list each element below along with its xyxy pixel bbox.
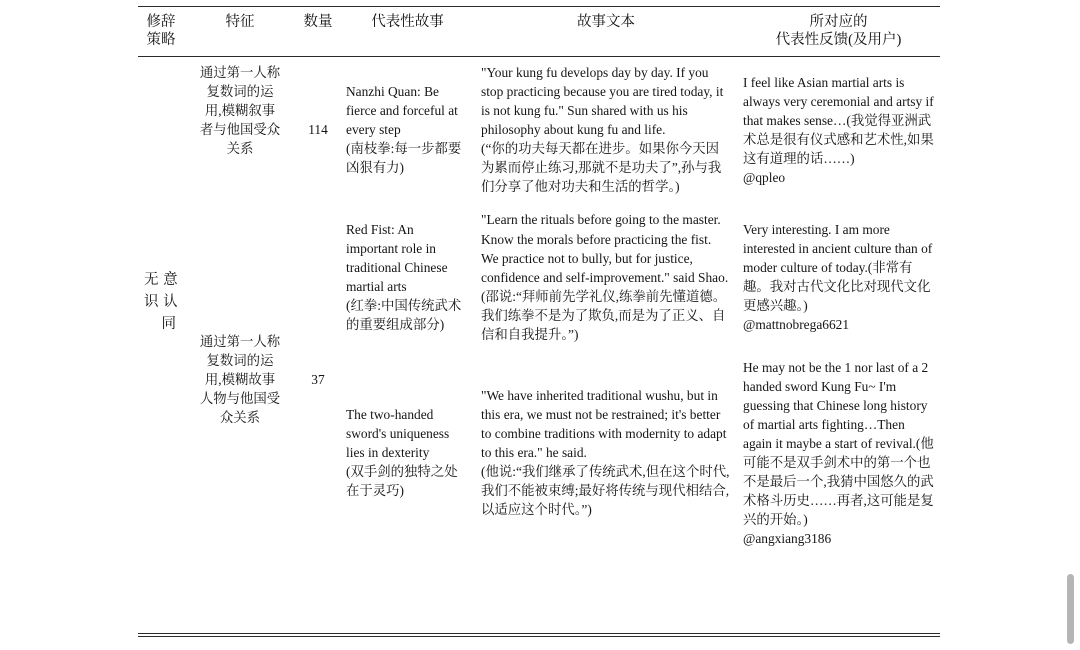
table-row: [138, 204, 940, 351]
table-header: [138, 7, 940, 57]
feature-line: 通过第一人称: [199, 333, 281, 349]
table-header-row: [138, 7, 940, 57]
story-text-chinese: (他说:“我们继承了传统武术,但在这个时代,我们不能被束缚;最好将传统与现代相结合,以适应这个时代。”): [481, 464, 730, 518]
feedback-user-handle: @angxiang3186: [743, 530, 832, 546]
table-body: [138, 57, 940, 556]
column-header-feedback: [737, 7, 940, 57]
cell-text-3: [475, 352, 737, 556]
cell-feedback-3: [737, 352, 940, 556]
story-chinese: (南枝拳:每一步都要凶狠有力): [346, 141, 462, 176]
cell-story-3: [340, 352, 475, 556]
feature-line: 关系: [226, 141, 254, 157]
table-bottom-rule: [138, 633, 940, 637]
feature-line: 用,模糊故事: [204, 371, 276, 387]
cell-feature-2: [184, 204, 296, 556]
feature-line: 复数词的运: [206, 84, 274, 100]
feedback-text: Very interesting. I am more interested in ancient culture than of moder culture of today.(非常有趣。我对古代文化比对现代文化更感兴趣。): [743, 221, 933, 314]
feature-line: 用,模糊叙事: [204, 103, 276, 119]
table-row: [138, 57, 940, 205]
story-text-english: "Your kung fu develops day by day. If you stop practicing because you are tired today, it is not kung fu." Sun shared with us his philosophy about kung fu and life.: [481, 65, 724, 138]
story-english: The two-handed sword's uniqueness lies in dexterity: [346, 407, 450, 461]
column-header-strategy-line2: 策略: [146, 32, 176, 49]
column-header-feedback-line1: 所对应的: [809, 14, 868, 30]
cell-story-2: [340, 204, 475, 351]
story-text-english: "We have inherited traditional wushu, but in this era, we must not be restrained; it's better to combine traditions with modernity to adapt to this era." he said.: [481, 388, 727, 461]
strategy-vertical-label: [144, 270, 178, 335]
cell-count-1: 114: [308, 122, 328, 138]
feedback-text: He may not be the 1 nor last of a 2 handed sword Kung Fu~ I'm guessing that Chinese long history of martial arts fighting…Then again it maybe a start of revival.(他可能不是双手剑术中的第一个也不是最后一个,我猜中国悠久的武术格斗历史……再者,这可能是复兴的开始。): [743, 359, 934, 527]
story-english: Red Fist: An important role in traditional Chinese martial arts: [346, 221, 448, 295]
cell-strategy-label: [138, 57, 184, 556]
column-header-feedback-line2: 代表性反馈(及用户): [775, 32, 902, 49]
cell-text-1: [475, 57, 737, 205]
page-scrollbar-thumb[interactable]: [1067, 574, 1074, 644]
story-chinese: (红拳:中国传统武术的重要组成部分): [346, 298, 462, 333]
cell-feedback-1: [737, 57, 940, 205]
feature-line: 众关系: [219, 409, 261, 425]
column-header-story: 代表性故事: [371, 14, 444, 30]
column-header-strategy: [138, 7, 184, 57]
feature-line: 复数词的运: [206, 352, 274, 368]
story-english: Nanzhi Quan: Be fierce and forceful at every step: [346, 84, 458, 138]
strategy-label-line3: 同: [161, 315, 177, 332]
feedback-text: I feel like Asian martial arts is always very ceremonial and artsy if that makes sense…(我觉得亚洲武术总是很有仪式感和艺术性,如果这有道理的话……): [743, 74, 934, 166]
column-header-count: 数量: [303, 14, 333, 30]
cell-feedback-2: [737, 204, 940, 351]
story-text-chinese: (邵说:“拜师前先学礼仪,练拳前先懂道德。我们练拳不是为了欺负,而是为了正义、自信和自我提升。”): [481, 288, 727, 342]
strategy-label-line1: 无 意: [144, 272, 179, 288]
column-header-text: 故事文本: [577, 14, 635, 30]
feature-line: 者与他国受众: [199, 122, 281, 138]
story-text-english: "Learn the rituals before going to the master. Know the morals before practicing the fist. We practice not to bully, but for justice, confidence and self-improvement." said Shao.: [481, 212, 729, 285]
story-chinese: (双手剑的独特之处在于灵巧): [346, 464, 458, 499]
academic-table: [138, 6, 940, 556]
feature-line: 通过第一人称: [199, 65, 281, 81]
column-header-feature: 特征: [225, 14, 255, 30]
academic-table-container: [138, 6, 940, 556]
cell-feature-1: [184, 57, 296, 205]
strategy-label-line2: 识 认: [144, 293, 179, 310]
page-scrollbar[interactable]: [1066, 0, 1078, 650]
feedback-user-handle: @mattnobrega6621: [743, 317, 850, 333]
cell-story-1: [340, 57, 475, 205]
cell-text-2: [475, 204, 737, 351]
story-text-chinese: (“你的功夫每天都在进步。如果你今天因为累而停止练习,那就不是功夫了”,孙与我们分享了他对功夫和生活的哲学。): [481, 141, 722, 195]
cell-count-2: 37: [311, 371, 325, 387]
feature-line: 人物与他国受: [199, 390, 281, 406]
column-header-strategy-line1: 修辞: [146, 14, 176, 30]
feedback-user-handle: @qpleo: [743, 169, 786, 185]
